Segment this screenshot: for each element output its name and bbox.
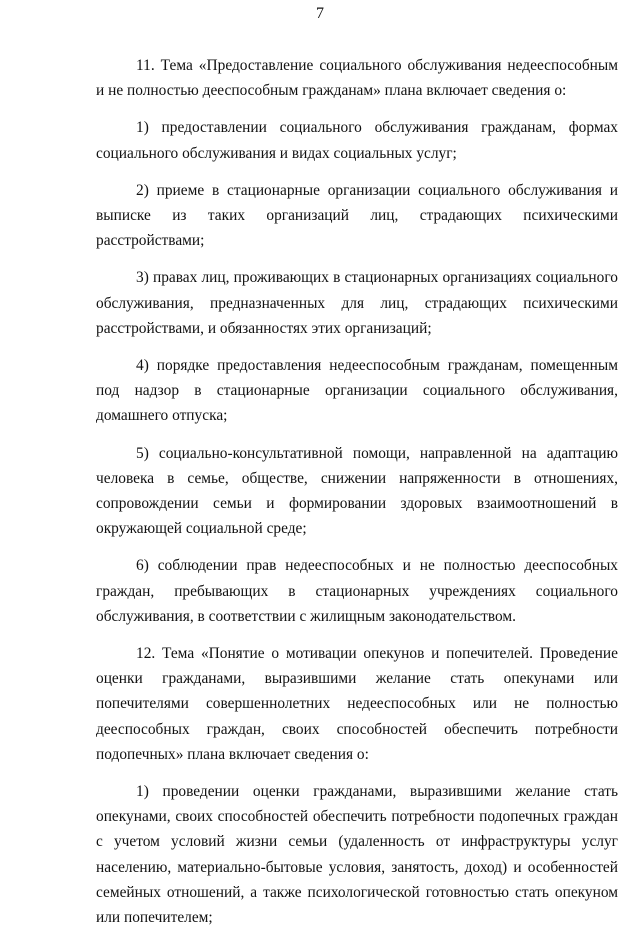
paragraph-topic-11-item-2: 2) приеме в стационарные организации социального обслуживания и выписке из таких организаций лиц, страдающих психическими расстройствами; (96, 181, 618, 250)
page-number: 7 (316, 5, 324, 22)
paragraph-topic-11-item-3: 3) правах лиц, проживающих в стационарных организациях социального обслуживания, предназначенных для лиц, страдающих психическими расстройствами, и обязанностях этих организаций; (96, 269, 618, 337)
paragraph-topic-11-heading: 11. Тема «Предоставление социального обслуживания недееспособным и не полностью дееспособным гражданам» плана включает сведения о: (96, 57, 618, 100)
paragraph-topic-12-heading: 12. Тема «Понятие о мотивации опекунов и попечителей. Проведение оценки гражданами, выразившими желание стать опекунами или попечителями совершеннолетних недееспособных или не полностью дееспособных граждан, своих способностей обеспечить потребности подопечных» плана включает сведения о: (96, 645, 618, 763)
paragraph-topic-11-item-5: 5) социально-консультативной помощи, направленной на адаптацию человека в семье, обществе, снижении напряженности в отношениях, сопровождении семьи и формировании здоровых взаимоотношений в окружающей социальной среде; (96, 444, 618, 538)
document-body (96, 53, 618, 942)
paragraph-topic-11-item-1: 1) предоставлении социального обслуживания гражданам, формах социального обслуживания и видах социальных услуг; (96, 119, 618, 162)
paragraph-topic-12-item-1: 1) проведении оценки гражданами, выразившими желание стать опекунами, своих способностей обеспечить потребности подопечных граждан с учетом условий жизни семьи (удаленность от инфраструктуры услуг населению, материально-бытовые условия, занятость, доход) и особенностей семейных отношений, а также психологической готовностью стать опекуном или попечителем; (96, 783, 618, 927)
paragraph-topic-11-item-4: 4) порядке предоставления недееспособным гражданам, помещенным под надзор в стационарные организации социального обслуживания, домашнего отпуска; (96, 357, 618, 425)
paragraph-topic-11-item-6: 6) соблюдении прав недееспособных и не полностью дееспособных граждан, пребывающих в стационарных учреждениях социального обслуживания, в соответствии с жилищным законодательством. (96, 557, 618, 625)
